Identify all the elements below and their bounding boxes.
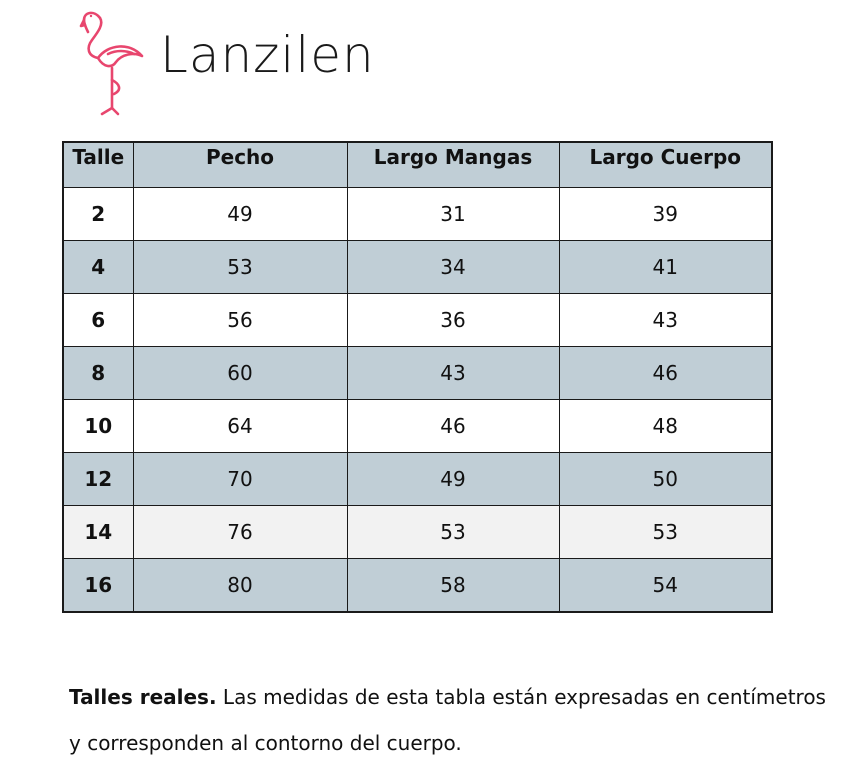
table-row bbox=[63, 294, 772, 347]
column-header-pecho: Pecho bbox=[133, 142, 347, 188]
largo-mangas-cell: 58 bbox=[347, 559, 559, 613]
size-cell: 4 bbox=[63, 241, 133, 294]
largo-mangas-cell: 34 bbox=[347, 241, 559, 294]
table-row bbox=[63, 453, 772, 506]
largo-cuerpo-cell: 46 bbox=[559, 347, 772, 400]
table-row bbox=[63, 506, 772, 559]
size-cell: 16 bbox=[63, 559, 133, 613]
size-cell: 6 bbox=[63, 294, 133, 347]
table-row bbox=[63, 241, 772, 294]
pecho-cell: 56 bbox=[133, 294, 347, 347]
largo-cuerpo-cell: 39 bbox=[559, 188, 772, 241]
largo-cuerpo-cell: 48 bbox=[559, 400, 772, 453]
brand-name: Lanzilen bbox=[160, 26, 375, 84]
table-row bbox=[63, 400, 772, 453]
pecho-cell: 70 bbox=[133, 453, 347, 506]
largo-cuerpo-cell: 43 bbox=[559, 294, 772, 347]
size-cell: 12 bbox=[63, 453, 133, 506]
table-row bbox=[63, 559, 772, 613]
pecho-cell: 53 bbox=[133, 241, 347, 294]
pecho-cell: 80 bbox=[133, 559, 347, 613]
largo-mangas-cell: 31 bbox=[347, 188, 559, 241]
table-header-row bbox=[63, 142, 772, 188]
table-row bbox=[63, 347, 772, 400]
column-header-largo-mangas: Largo Mangas bbox=[347, 142, 559, 188]
flamingo-icon bbox=[78, 8, 150, 120]
pecho-cell: 60 bbox=[133, 347, 347, 400]
note-bold: Talles reales. bbox=[69, 685, 217, 709]
brand-logo bbox=[78, 8, 408, 120]
size-cell: 14 bbox=[63, 506, 133, 559]
pecho-cell: 76 bbox=[133, 506, 347, 559]
size-cell: 10 bbox=[63, 400, 133, 453]
table-row bbox=[63, 188, 772, 241]
largo-mangas-cell: 49 bbox=[347, 453, 559, 506]
largo-mangas-cell: 43 bbox=[347, 347, 559, 400]
largo-cuerpo-cell: 54 bbox=[559, 559, 772, 613]
size-note bbox=[69, 674, 829, 766]
largo-mangas-cell: 46 bbox=[347, 400, 559, 453]
size-cell: 2 bbox=[63, 188, 133, 241]
largo-mangas-cell: 53 bbox=[347, 506, 559, 559]
column-header-largo-cuerpo: Largo Cuerpo bbox=[559, 142, 772, 188]
largo-cuerpo-cell: 53 bbox=[559, 506, 772, 559]
largo-cuerpo-cell: 50 bbox=[559, 453, 772, 506]
pecho-cell: 49 bbox=[133, 188, 347, 241]
largo-mangas-cell: 36 bbox=[347, 294, 559, 347]
largo-cuerpo-cell: 41 bbox=[559, 241, 772, 294]
pecho-cell: 64 bbox=[133, 400, 347, 453]
size-table bbox=[62, 141, 773, 613]
size-cell: 8 bbox=[63, 347, 133, 400]
column-header-talle: Talle bbox=[63, 142, 133, 188]
note-text: Las medidas de esta tabla están expresadas en centímetros y corresponden al contorno del cuerpo. bbox=[69, 685, 826, 755]
